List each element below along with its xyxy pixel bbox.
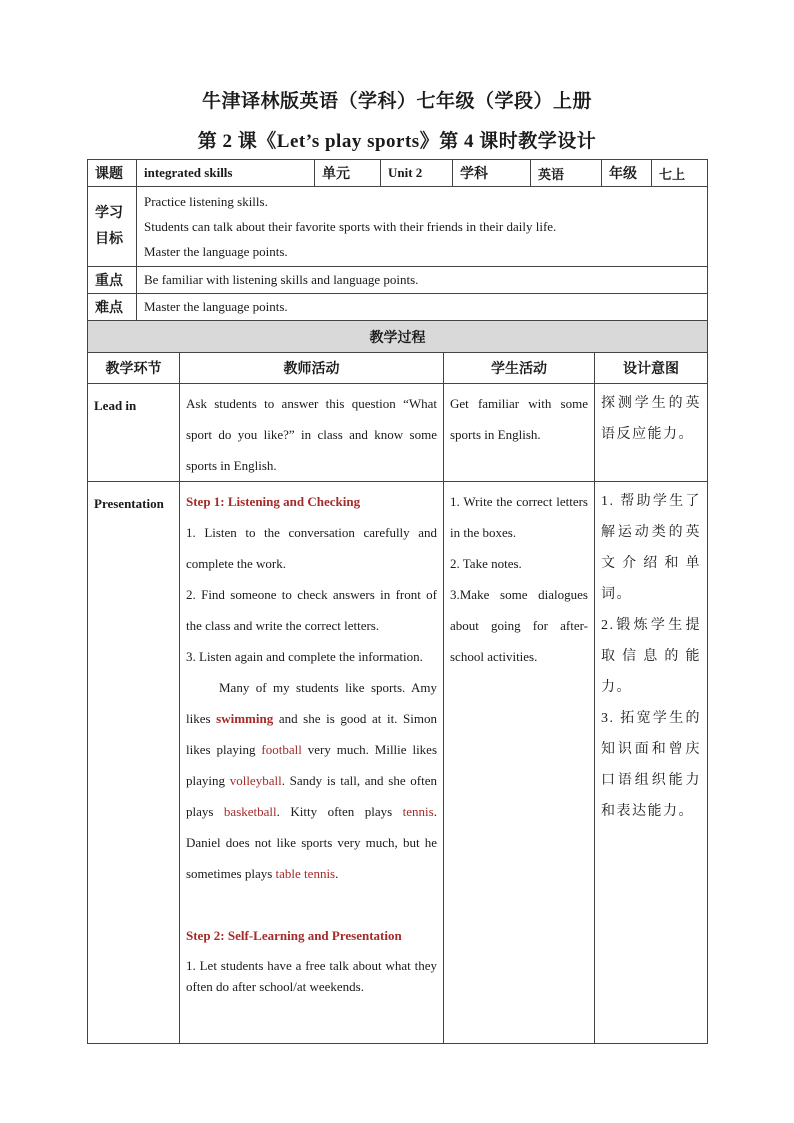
step1-title: Step 1: Listening and Checking	[186, 494, 361, 509]
student-item: 2. Take notes.	[450, 556, 522, 571]
goals-list	[137, 187, 708, 267]
process-header-row	[88, 353, 708, 384]
goal-item: Practice listening skills.	[144, 194, 268, 209]
presentation-row	[88, 482, 708, 1044]
passage-text: and she is good at it. Simon likes playing	[186, 711, 437, 757]
teaching-process-table	[87, 320, 708, 1044]
passage-text: . Daniel does not like sports very much, but he sometimes plays	[186, 804, 437, 881]
fill-in-passage	[186, 672, 437, 889]
topic-value: integrated skills	[137, 160, 315, 187]
presentation-intent	[595, 482, 708, 1044]
passage-answer: table tennis	[275, 866, 336, 881]
presentation-student	[444, 482, 595, 1044]
topic-label: 课题	[88, 160, 137, 187]
grade-value: 七上	[652, 160, 708, 187]
presentation-stage: Presentation	[88, 482, 180, 1044]
header-teacher: 教师活动	[180, 353, 444, 384]
lesson-info-table	[87, 159, 708, 321]
subject-label: 学科	[453, 160, 531, 187]
passage-text: very much. Millie likes playing	[186, 742, 438, 788]
grade-label: 年级	[602, 160, 652, 187]
header-stage: 教学环节	[88, 353, 180, 384]
lead-in-intent: 探测学生的英语反应能力。	[595, 384, 708, 482]
goals-label-line2: 目标	[95, 231, 123, 247]
step2-title: Step 2: Self-Learning and Presentation	[186, 928, 402, 943]
step1-item: 3. Listen again and complete the information.	[186, 649, 423, 664]
difficulty-label: 难点	[88, 294, 137, 321]
passage-text: .	[335, 866, 339, 881]
focus-value: Be familiar with listening skills and language points.	[137, 267, 708, 294]
goals-label-line1: 学习	[95, 205, 123, 221]
info-row-difficulty	[88, 294, 708, 321]
lead-in-row	[88, 384, 708, 482]
lead-in-student: Get familiar with some sports in English.	[444, 384, 595, 482]
lead-in-teacher: Ask students to answer this question “What sport do you like?” in class and know some sports in English.	[180, 384, 444, 482]
passage-answer: swimming	[216, 711, 274, 726]
passage-answer: tennis	[402, 804, 434, 819]
lesson-title: 第 2 课《Let’s play sports》第 4 课时教学设计	[197, 131, 597, 152]
step1-item: 1. Listen to the conversation carefully and complete the work.	[186, 525, 437, 571]
document-title: 牛津译林版英语（学科）七年级（学段）上册	[201, 91, 592, 112]
intent-item: 3. 拓宽学生的知识面和曾庆口语组织能力和表达能力。	[601, 711, 701, 819]
lead-in-stage: Lead in	[88, 384, 180, 482]
intent-item: 1. 帮助学生了解运动类的英文介绍和单词。	[601, 494, 701, 602]
header-student: 学生活动	[444, 353, 595, 384]
intent-item: 2.锻炼学生提取信息的能力。	[601, 618, 701, 695]
step2-item: 1. Let students have a free talk about what they often do after school/at weekends.	[186, 958, 437, 994]
focus-label: 重点	[88, 267, 137, 294]
header-intent: 设计意图	[595, 353, 708, 384]
student-item: 3.Make some dialogues about going for after-school activities.	[450, 587, 588, 664]
passage-text: Many of my students like sports. Amy likes	[186, 680, 437, 726]
student-item: 1. Write the correct letters in the boxes.	[450, 494, 588, 540]
goal-item: Students can talk about their favorite sports with their friends in their daily life.	[144, 219, 557, 234]
passage-text: . Kitty often plays	[276, 804, 403, 819]
presentation-teacher	[180, 482, 444, 1044]
passage-answer: volleyball	[229, 773, 282, 788]
difficulty-value: Master the language points.	[137, 294, 708, 321]
info-row-goals	[88, 187, 708, 267]
goal-item: Master the language points.	[144, 244, 288, 259]
process-band-title: 教学过程	[88, 321, 708, 353]
subject-value: 英语	[531, 160, 602, 187]
passage-answer: basketball	[223, 804, 277, 819]
passage-text: . Sandy is tall, and she often plays	[186, 773, 437, 819]
goals-label	[88, 187, 137, 267]
unit-label: 单元	[315, 160, 381, 187]
info-row-topic	[88, 160, 708, 187]
info-row-focus	[88, 267, 708, 294]
passage-answer: football	[261, 742, 302, 757]
step1-item: 2. Find someone to check answers in front of the class and write the correct letters.	[186, 587, 437, 633]
process-band	[88, 321, 708, 353]
unit-value: Unit 2	[381, 160, 453, 187]
